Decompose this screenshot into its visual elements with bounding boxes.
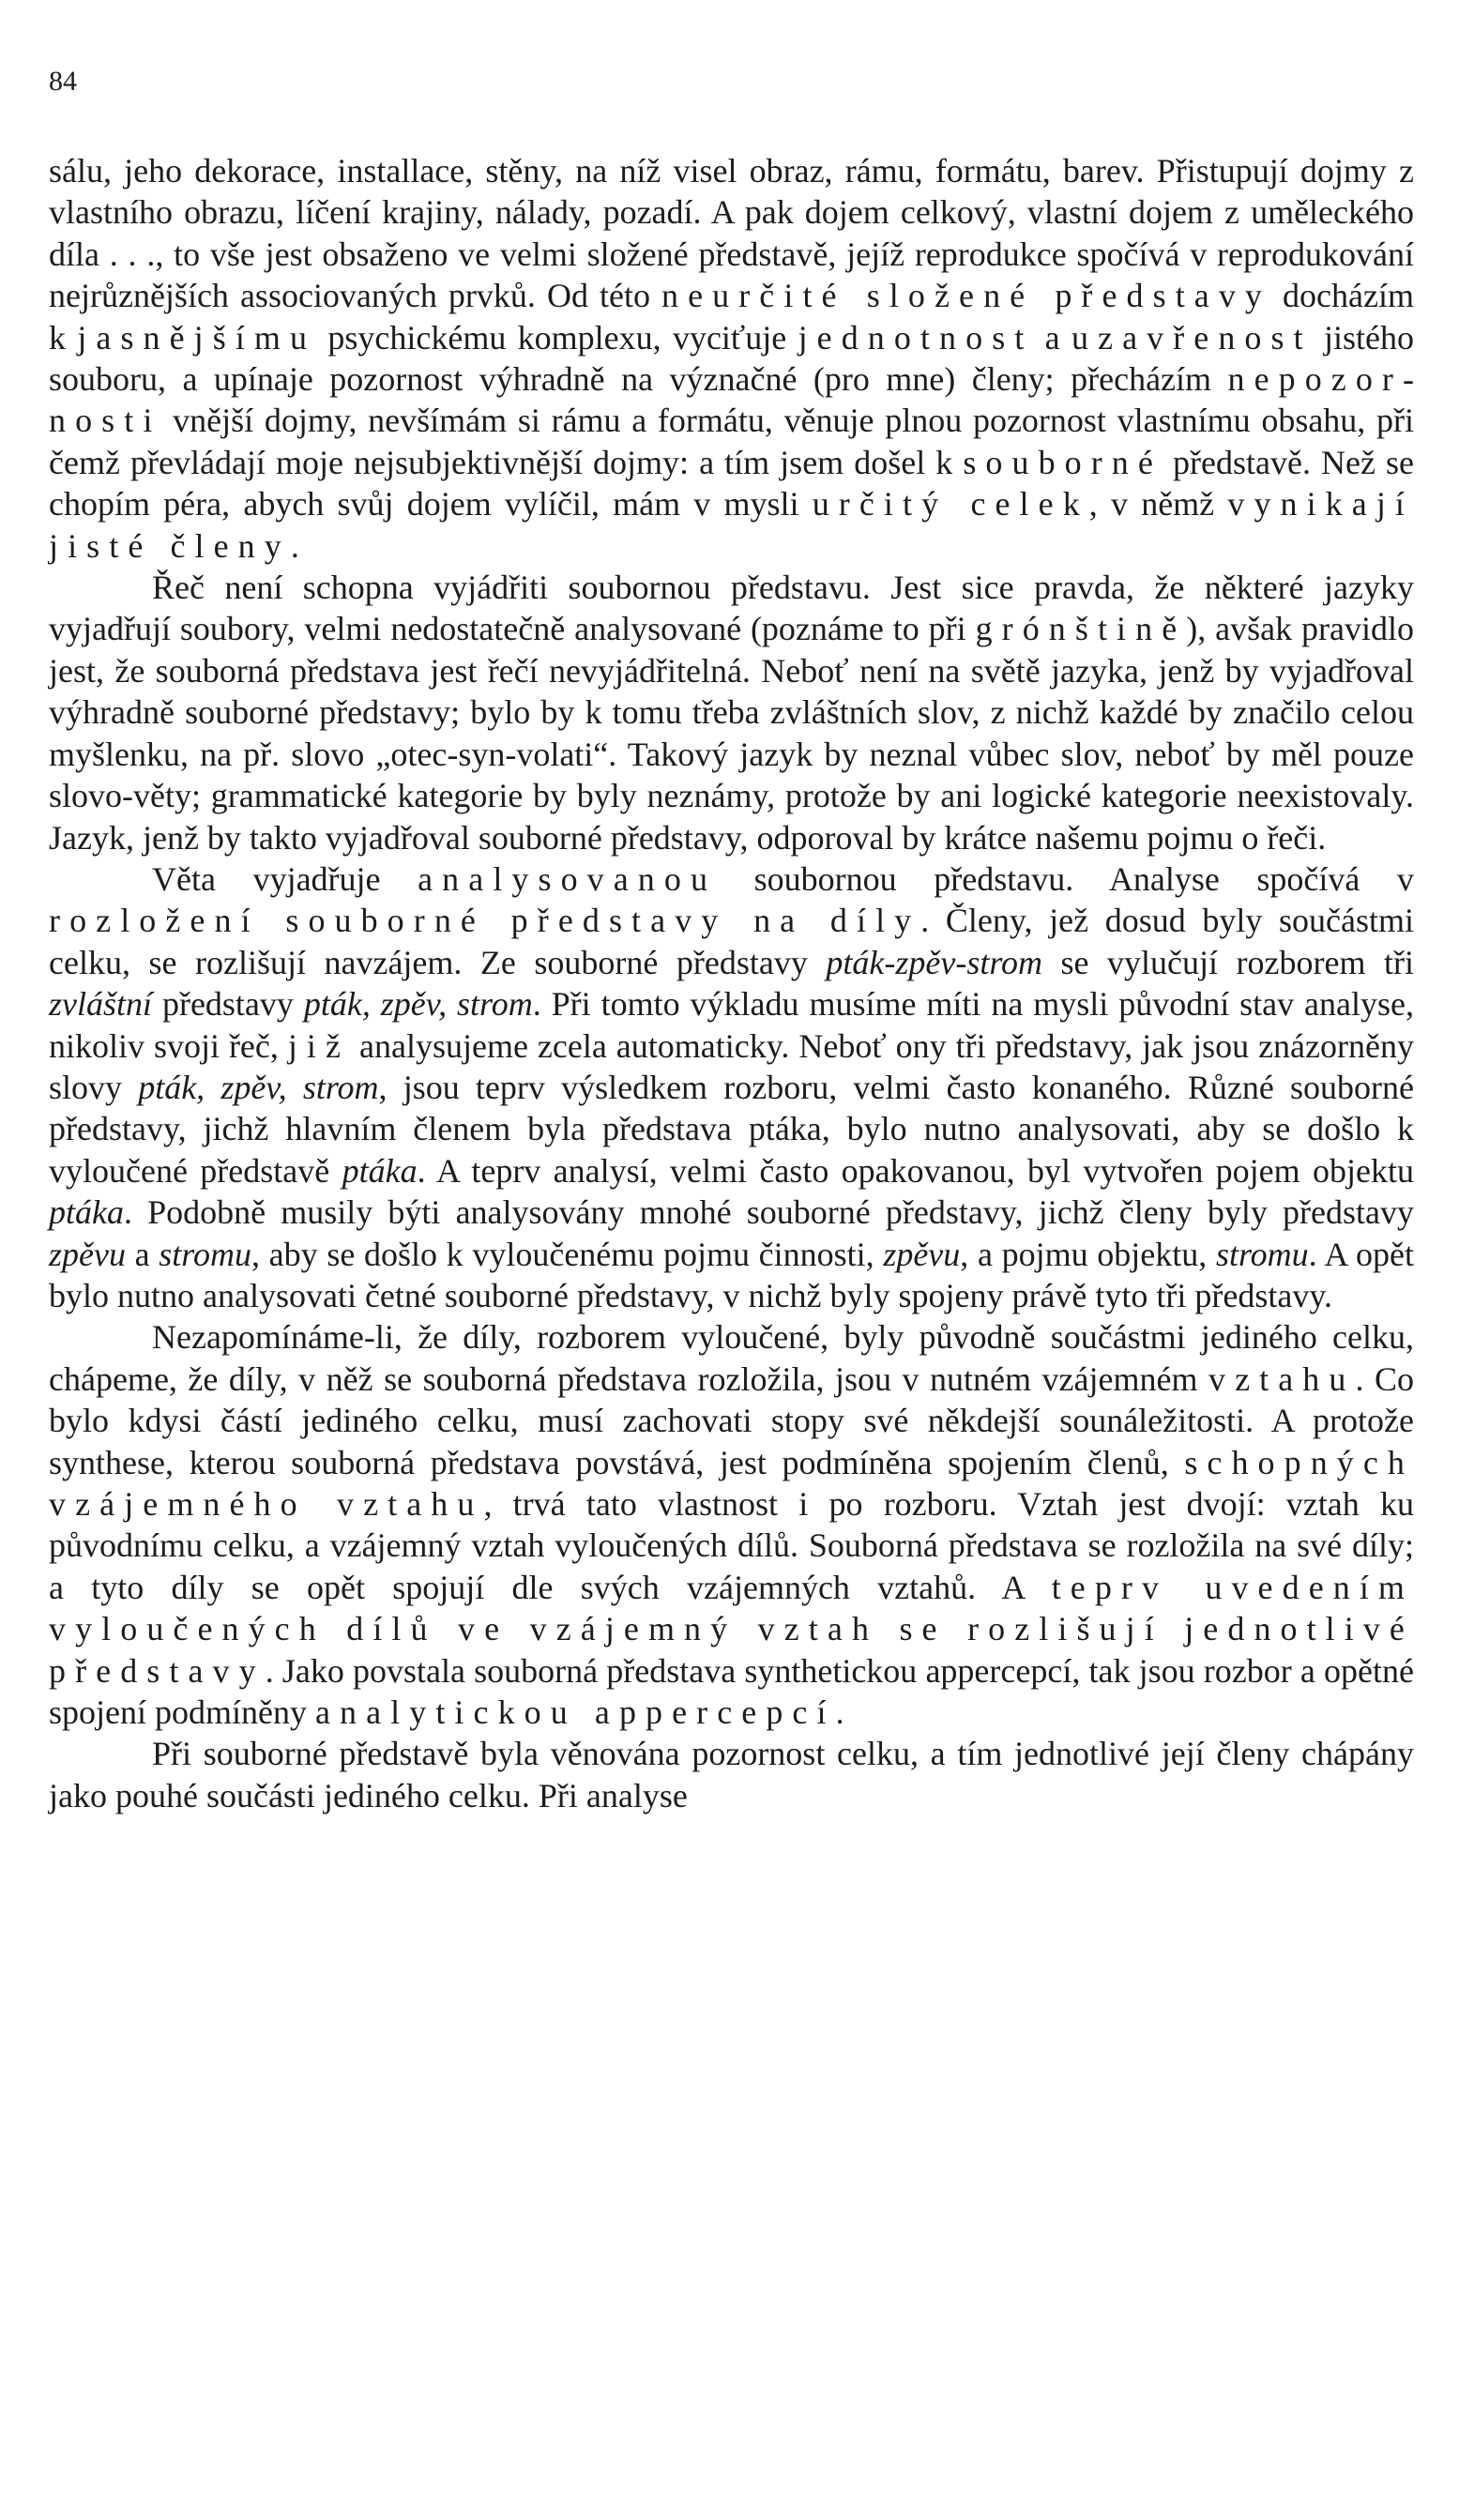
spaced-emphasis: analysovanou xyxy=(418,859,718,898)
spaced-emphasis: analytickou appercepcí xyxy=(314,1693,836,1732)
italic-term: zpěvu xyxy=(49,1235,126,1273)
italic-term: pták, zpěv, strom xyxy=(303,985,533,1024)
text-run: Při souborné představě byla věnována pozornost celku, a tím jednotlivé její členy chápány jako pouhé součásti jediného celku. Při analyse xyxy=(49,1735,1414,1814)
text-run: Řeč není schopna vyjádřiti soubornou představu. Jest sice pravda, že některé jazyky vyjadřují soubory, velmi nedostatečně analysované (poznáme to při xyxy=(49,569,1414,648)
text-run: , jsou teprv výsledkem rozboru, velmi často konaného. Různé souborné představy, jichž hlavním členem byla představa ptáka, bylo nutno analysovati, aby se došlo k vyloučené představě xyxy=(49,1068,1414,1190)
italic-term: stromu xyxy=(1215,1235,1309,1273)
spaced-emphasis: již xyxy=(287,1026,351,1065)
text-run: , v němž xyxy=(1088,485,1228,524)
spaced-emphasis: teprv uvedením vyloučených dílů ve vzájemný vztah se rozlišují jednotlivé představy xyxy=(49,1568,1414,1690)
italic-term: stromu xyxy=(159,1235,251,1273)
spaced-emphasis: souborné xyxy=(963,443,1163,481)
spaced-emphasis: jasnějšímu xyxy=(77,318,317,357)
text-run: ), avšak pravidlo jest, že souborná představa jest řečí nevyjádřitelná. Neboť není na světě jazyka, jenž by vyjadřoval výhradně souborné představy; bylo by k tomu třeba zvláštních slov, z nichž každé by značilo celou myšlenku, na př. slovo „otec-syn-volati“. Takový jazyk by neznal vůbec slov, neboť by měl pouze slovo-věty; grammatické kategorie by byly neznámy, protože by ani logické kategorie neexistovaly. Jazyk, jenž by takto vyjadřoval souborné představy, odporoval by krátce našemu pojmu o řeči. xyxy=(49,610,1414,857)
paragraph-1 xyxy=(49,150,1414,567)
text-run: soubornou představu. Analyse spočívá v xyxy=(717,859,1414,898)
text-run: psychickému komplexu, vyciťuje xyxy=(316,318,798,357)
spaced-emphasis: jednotnost xyxy=(798,318,1034,357)
text-run: vnější dojmy, nevšímám si rámu a formátu, věnuje plnou pozornost vlastnímu obsahu, při čemž převládají moje nejsubjektivnější dojmy: a tím jsem došel k xyxy=(49,402,1414,481)
body-text xyxy=(49,150,1414,1816)
spaced-emphasis: uzavřenost xyxy=(1071,318,1313,357)
spaced-emphasis: nepozornosti xyxy=(49,360,1414,440)
spaced-emphasis: grónštině xyxy=(975,610,1187,648)
text-run: Věta vyjadřuje xyxy=(152,859,418,898)
paragraph-3 xyxy=(49,858,1414,1316)
text-run: jistého souboru, a upínaje pozornost výhradně na význačné (pro mne) členy; přecházím xyxy=(49,318,1414,399)
italic-term: pták, zpěv, strom xyxy=(138,1068,379,1106)
spaced-emphasis: neurčité složené představy xyxy=(661,277,1272,315)
paragraph-5 xyxy=(49,1733,1414,1816)
text-run: představě. Než se chopím péra, abych svůj dojem vylíčil, mám v mysli xyxy=(49,443,1414,524)
text-run: . Při tomto výkladu musíme míti na mysli původní stav analyse, nikoliv svoji řeč, xyxy=(49,985,1415,1065)
page-number: 84 xyxy=(49,66,77,97)
text-run: . Jako povstala souborná představa synthetickou appercepcí, tak jsou rozbor a opětné spojení podmíněny xyxy=(49,1651,1414,1732)
text-run: Nezapomínáme-li, že díly, rozborem vyloučené, byly původně součástmi jediného celku, chápeme, že díly, v něž se souborná představa rozložila, jsou v nutném vzájemném xyxy=(49,1318,1414,1398)
text-run: analysujeme zcela automaticky. Neboť ony tři představy, jak jsou znázorněny slovy xyxy=(49,1026,1414,1106)
text-run: a xyxy=(125,1235,160,1273)
italic-term: zvláštní xyxy=(49,985,153,1024)
text-run: . xyxy=(290,526,299,565)
text-run: . Podobně musily býti analysovány mnohé souborné představy, jichž členy byly představy xyxy=(123,1193,1414,1232)
spaced-emphasis: schopných vzájemného vztahu xyxy=(49,1443,1414,1523)
spaced-emphasis: rozložení souborné představy na díly xyxy=(49,902,921,940)
paragraph-4 xyxy=(49,1316,1414,1733)
text-run: . xyxy=(835,1693,844,1732)
text-run: sálu, jeho dekorace, installace, stěny, na níž visel obraz, rámu, formátu, barev. Přistupují dojmy z vlastního obrazu, líčení krajiny, nálady, pozadí. A pak dojem celkový, vlastní dojem z uměleckého díla . . ., to vše jest obsaženo ve velmi složené představě, jejíž reprodukce spočívá v reprodukování nejrůznějších associovaných prvků. Od této xyxy=(49,152,1414,315)
italic-term: zpěvu xyxy=(883,1235,961,1273)
text-run: . A teprv analysí, velmi často opakovanou, byl vytvořen pojem objektu xyxy=(417,1151,1415,1190)
text-run: , a pojmu objektu, xyxy=(960,1235,1216,1273)
text-run: , aby se došlo k vyloučenému pojmu činnosti, xyxy=(251,1235,884,1273)
text-run: . A opět bylo nutno analysovati četné souborné představy, v nichž byly spojeny právě tyto tři představy. xyxy=(49,1235,1414,1314)
spaced-emphasis: vztahu xyxy=(1208,1359,1356,1398)
text-run: a xyxy=(1033,318,1071,357)
text-run: se vylučují rozborem tři xyxy=(1042,943,1414,981)
text-run: představy xyxy=(152,985,304,1024)
text-run: . Členy, jež dosud byly součástmi celku, se rozlišují navzájem. Ze souborné představy xyxy=(49,902,1414,981)
italic-term: ptáka xyxy=(49,1193,124,1232)
text-run: , trvá tato vlastnost i po rozboru. Vztah jest dvojí: vztah ku původnímu celku, a vzájemný vztah vyloučených dílů. Souborná představa se rozložila na své díly; a tyto díly se opět spojují dle svých vzájemných vztahů. A xyxy=(49,1485,1414,1606)
text-run: . Co bylo kdysi částí jediného celku, musí zachovati stopy své někdejší sounáležitosti. A protože synthese, kterou souborná představa povstává, jest podmíněna spojením členů, xyxy=(49,1359,1415,1481)
spaced-emphasis: vynikají jisté členy xyxy=(49,485,1414,565)
italic-term: pták-zpěv-strom xyxy=(826,943,1043,981)
spaced-emphasis: určitý celek xyxy=(812,485,1089,524)
italic-term: ptáka xyxy=(342,1151,418,1190)
paragraph-2 xyxy=(49,567,1414,858)
text-run: docházím k xyxy=(49,277,1414,357)
